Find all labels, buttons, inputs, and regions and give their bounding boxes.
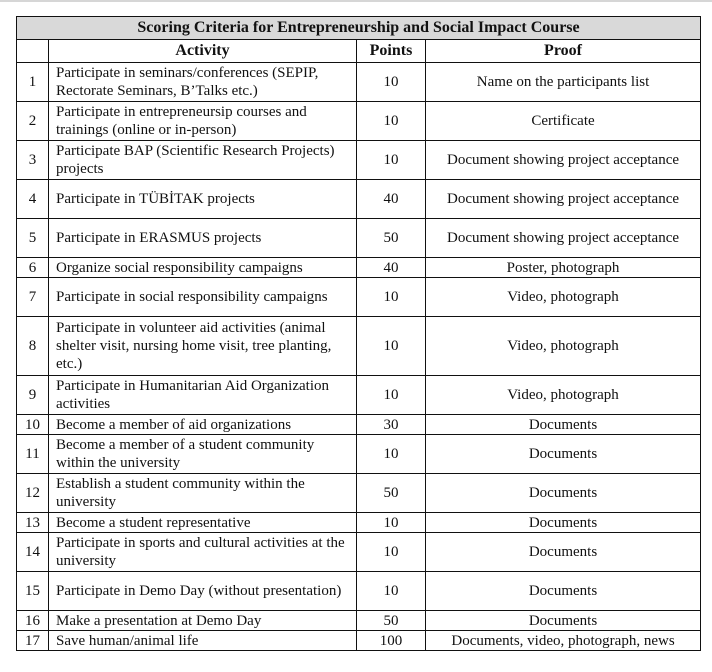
header-number — [17, 40, 49, 63]
row-number: 4 — [17, 180, 49, 219]
row-proof: Poster, photograph — [426, 258, 701, 278]
row-points: 50 — [357, 219, 426, 258]
table-row — [17, 474, 701, 513]
table-row — [17, 572, 701, 611]
row-activity: Participate in TÜBİTAK projects — [49, 180, 357, 219]
row-number: 6 — [17, 258, 49, 278]
table-row — [17, 317, 701, 376]
row-number: 14 — [17, 533, 49, 572]
row-activity: Participate in entrepreneursip courses and trainings (online or in-person) — [49, 102, 357, 141]
row-activity: Become a member of a student community within the university — [49, 435, 357, 474]
row-number: 8 — [17, 317, 49, 376]
row-proof: Documents — [426, 611, 701, 631]
table-row — [17, 258, 701, 278]
row-proof: Name on the participants list — [426, 63, 701, 102]
row-proof: Documents, video, photograph, news — [426, 631, 701, 651]
row-number: 10 — [17, 415, 49, 435]
row-number: 15 — [17, 572, 49, 611]
table-row — [17, 513, 701, 533]
row-activity: Become a member of aid organizations — [49, 415, 357, 435]
row-number: 3 — [17, 141, 49, 180]
table-row — [17, 102, 701, 141]
row-points: 10 — [357, 435, 426, 474]
row-proof: Certificate — [426, 102, 701, 141]
header-proof: Proof — [426, 40, 701, 63]
row-proof: Document showing project acceptance — [426, 141, 701, 180]
row-points: 10 — [357, 376, 426, 415]
header-points: Points — [357, 40, 426, 63]
row-number: 12 — [17, 474, 49, 513]
row-number: 1 — [17, 63, 49, 102]
row-points: 10 — [357, 572, 426, 611]
row-points: 40 — [357, 258, 426, 278]
row-activity: Participate in volunteer aid activities (animal shelter visit, nursing home visit, tree planting, etc.) — [49, 317, 357, 376]
row-activity: Participate BAP (Scientific Research Projects) projects — [49, 141, 357, 180]
row-activity: Participate in ERASMUS projects — [49, 219, 357, 258]
row-activity: Organize social responsibility campaigns — [49, 258, 357, 278]
row-proof: Documents — [426, 415, 701, 435]
row-number: 13 — [17, 513, 49, 533]
table-row — [17, 278, 701, 317]
table-row — [17, 533, 701, 572]
row-number: 7 — [17, 278, 49, 317]
table-row — [17, 180, 701, 219]
row-activity: Make a presentation at Demo Day — [49, 611, 357, 631]
row-number: 17 — [17, 631, 49, 651]
row-points: 10 — [357, 278, 426, 317]
row-points: 10 — [357, 141, 426, 180]
row-points: 10 — [357, 317, 426, 376]
row-proof: Document showing project acceptance — [426, 180, 701, 219]
table-row — [17, 376, 701, 415]
row-activity: Participate in sports and cultural activities at the university — [49, 533, 357, 572]
row-proof: Video, photograph — [426, 317, 701, 376]
row-points: 10 — [357, 513, 426, 533]
table-row — [17, 435, 701, 474]
row-proof: Documents — [426, 474, 701, 513]
row-proof: Video, photograph — [426, 278, 701, 317]
row-number: 11 — [17, 435, 49, 474]
row-proof: Documents — [426, 435, 701, 474]
table-row — [17, 141, 701, 180]
scoring-criteria-table — [16, 16, 701, 651]
row-number: 9 — [17, 376, 49, 415]
row-points: 40 — [357, 180, 426, 219]
row-activity: Participate in social responsibility campaigns — [49, 278, 357, 317]
row-activity: Participate in Demo Day (without presentation) — [49, 572, 357, 611]
row-proof: Documents — [426, 513, 701, 533]
row-points: 50 — [357, 611, 426, 631]
header-activity: Activity — [49, 40, 357, 63]
row-proof: Video, photograph — [426, 376, 701, 415]
table-title: Scoring Criteria for Entrepreneurship and Social Impact Course — [17, 17, 701, 40]
row-points: 10 — [357, 533, 426, 572]
row-number: 16 — [17, 611, 49, 631]
table-row — [17, 611, 701, 631]
row-points: 100 — [357, 631, 426, 651]
row-number: 2 — [17, 102, 49, 141]
row-points: 10 — [357, 63, 426, 102]
row-proof: Document showing project acceptance — [426, 219, 701, 258]
table-row — [17, 631, 701, 651]
table-row — [17, 63, 701, 102]
row-activity: Participate in seminars/conferences (SEPIP, Rectorate Seminars, B’Talks etc.) — [49, 63, 357, 102]
row-proof: Documents — [426, 572, 701, 611]
row-activity: Become a student representative — [49, 513, 357, 533]
row-activity: Participate in Humanitarian Aid Organization activities — [49, 376, 357, 415]
table-row — [17, 219, 701, 258]
row-number: 5 — [17, 219, 49, 258]
row-activity: Establish a student community within the university — [49, 474, 357, 513]
row-activity: Save human/animal life — [49, 631, 357, 651]
row-proof: Documents — [426, 533, 701, 572]
row-points: 10 — [357, 102, 426, 141]
row-points: 30 — [357, 415, 426, 435]
table-header-row — [17, 40, 701, 63]
top-divider — [0, 0, 712, 2]
row-points: 50 — [357, 474, 426, 513]
table-title-row — [17, 17, 701, 40]
table-row — [17, 415, 701, 435]
